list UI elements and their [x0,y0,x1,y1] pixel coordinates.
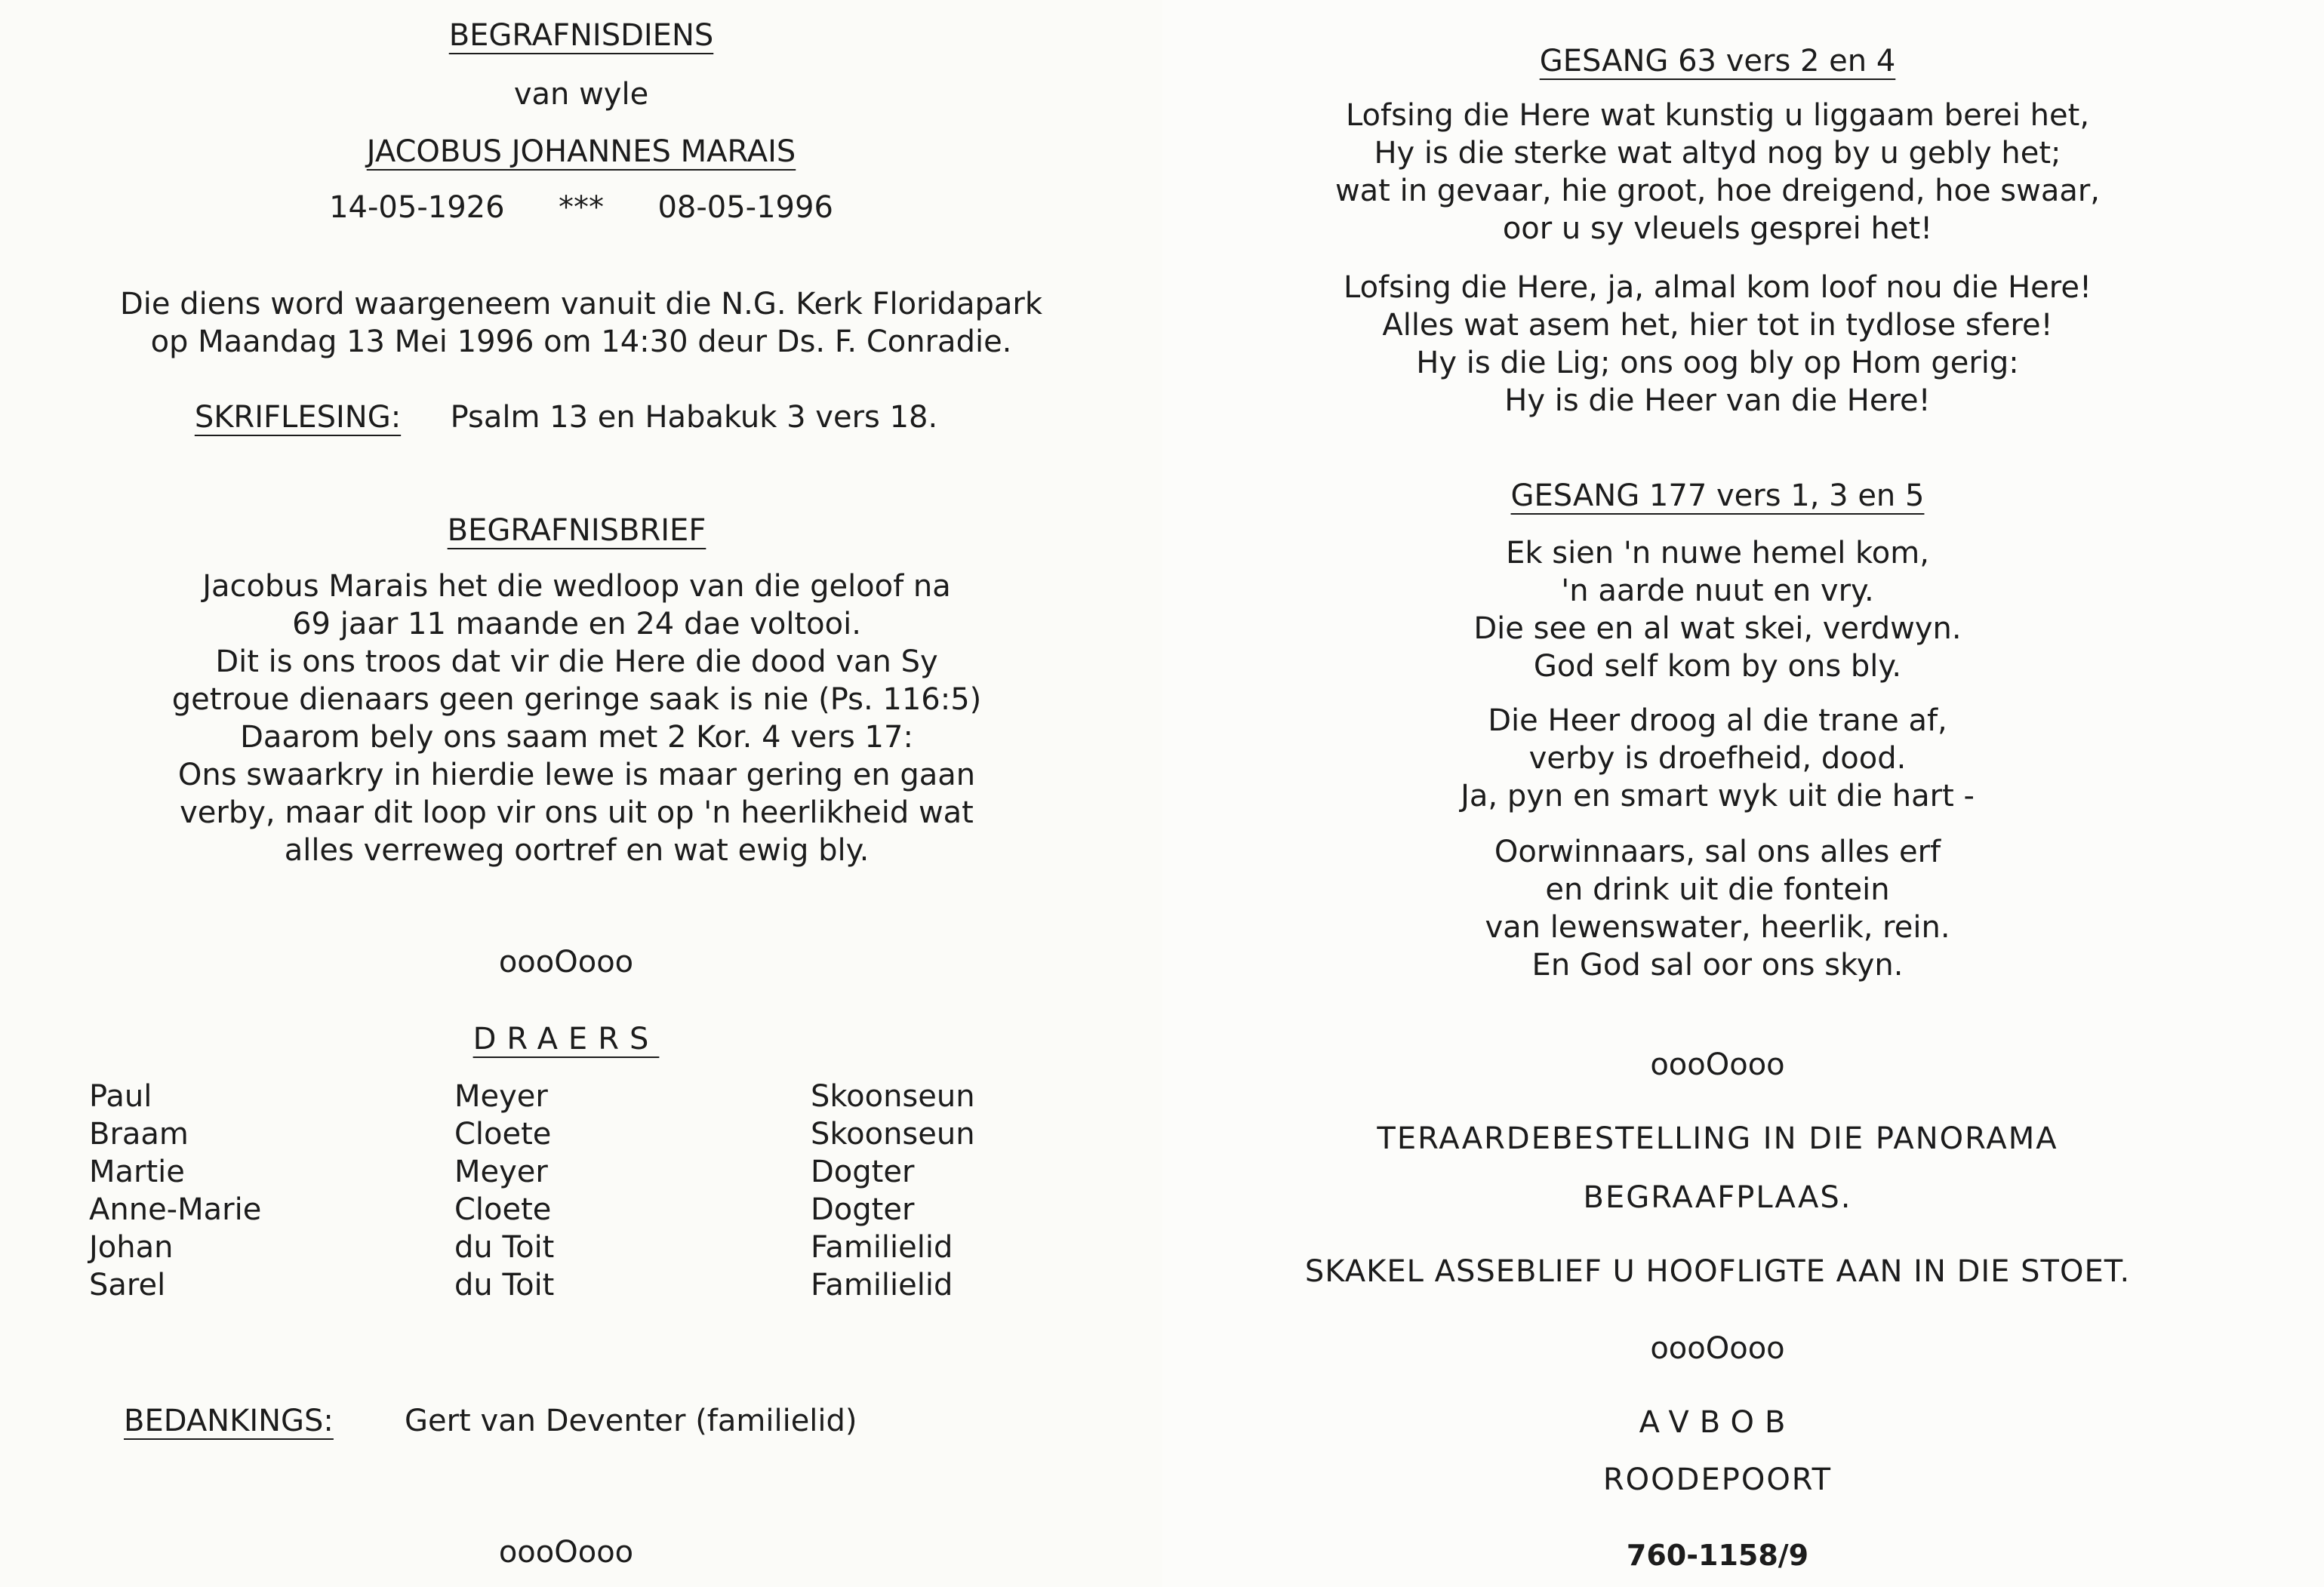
hymn-line: Lofsing die Here wat kunstig u liggaam berei het, [1345,98,2090,133]
headlights-notice: SKAKEL ASSEBLIEF U HOOFLIGTE AAN IN DIE STOET. [1304,1254,2131,1289]
hymn-63-stanza [1137,97,2298,248]
letter-line: alles verreweg oortref en wat ewig bly. [284,833,870,868]
letter-line: Ons swaarkry in hierdie lewe is maar gering en gaan [177,758,976,792]
hymn-line: Oorwinnaars, sal ons alles erf [1494,835,1941,869]
bearer-last-name: Meyer [454,1079,548,1114]
deceased-name: JACOBUS JOHANNES MARAIS [366,134,796,169]
bearer-relation: Skoonseun [811,1079,975,1114]
bearer-first-name: Braam [89,1117,189,1152]
hymn-177-title: GESANG 177 vers 1, 3 en 5 [1510,478,1925,513]
burial-notice-line: TERAARDEBESTELLING IN DIE PANORAMA [1377,1121,2058,1156]
hymn-line: Alles wat asem het, hier tot in tydlose sfere! [1382,308,2053,343]
hymn-line: verby is droefheid, dood. [1528,741,1907,776]
bearer-first-name: Sarel [89,1268,166,1303]
right-page [1162,0,2324,1587]
bearer-last-name: du Toit [454,1268,555,1303]
hymn-line: oor u sy vleuels gesprei het! [1502,211,1933,246]
bearer-last-name: du Toit [454,1230,555,1265]
bearer-relation: Familielid [811,1230,953,1265]
date-separator: *** [559,190,604,225]
hymn-177-stanza [1137,833,2298,984]
hymn-line: en drink uit die fontein [1545,872,1890,907]
death-date: 08-05-1996 [657,190,833,225]
hymn-line: van lewenswater, heerlik, rein. [1485,910,1950,945]
hymn-line: wat in gevaar, hie groot, hoe dreigend, hoe swaar, [1334,174,2101,208]
service-line: Die diens word waargeneem vanuit die N.G. Kerk Floridapark [119,287,1043,321]
letter-line: verby, maar dit loop vir ons uit op 'n heerlikheid wat [180,795,974,830]
divider-ornament: oooOooo [1650,1047,1785,1082]
hymn-line: Lofsing die Here, ja, almal kom loof nou die Here! [1343,270,2092,305]
company-town: ROODEPOORT [1602,1462,1833,1497]
life-dates [0,189,1162,226]
letter-line: Daarom bely ons saam met 2 Kor. 4 vers 17: [240,720,913,755]
bearer-first-name: Martie [89,1155,185,1189]
letter-line: getroue dienaars geen geringe saak is nie (Ps. 116:5) [171,682,982,717]
bearer-relation: Dogter [811,1155,915,1189]
hymn-177-stanza [1137,702,2298,815]
thanks-label: BEDANKINGS: [124,1404,334,1438]
hymn-63-stanza [1137,269,2298,420]
funeral-letter-title: BEGRAFNISBRIEF [447,513,706,548]
hymn-177-stanza [1137,534,2298,685]
hymn-line: Die Heer droog al die trane af, [1488,703,1947,738]
divider-ornament: oooOooo [498,1535,634,1570]
hymn-line: Ja, pyn en smart wyk uit die hart - [1461,779,1975,813]
hymn-line: Hy is die Heer van die Here! [1504,383,1931,418]
service-details [0,285,1162,361]
thanks-text: Gert van Deventer (familielid) [405,1404,857,1438]
hymn-63-title: GESANG 63 vers 2 en 4 [1539,44,1896,78]
bearer-first-name: Paul [89,1079,152,1114]
hymn-line: Hy is die Lig; ons oog bly op Hom gerig: [1416,346,2019,380]
burial-notice-line: BEGRAAFPLAAS. [1583,1180,1852,1215]
bearer-relation: Skoonseun [811,1117,975,1152]
service-line: op Maandag 13 Mei 1996 om 14:30 deur Ds. F. Conradie. [150,324,1012,359]
funeral-company: AVBOB [1639,1405,1796,1440]
bearer-first-name: Johan [89,1230,174,1265]
letter-line: 69 jaar 11 maande en 24 dae voltooi. [292,607,861,641]
hymn-line: Die see en al wat skei, verdwyn. [1473,611,1962,646]
hymn-line: 'n aarde nuut en vry. [1561,574,1874,608]
hymn-line: God self kom by ons bly. [1533,649,1902,684]
bearer-relation: Dogter [811,1192,915,1227]
hymn-line: Hy is die sterke wat altyd nog by u gebly het; [1374,136,2061,171]
divider-ornament: oooOooo [1650,1331,1785,1366]
divider-ornament: oooOooo [498,945,634,980]
scripture-label: SKRIFLESING: [194,400,402,435]
bearers-title: DRAERS [472,1022,660,1056]
letter-line: Dit is ons troos dat vir die Here die dood van Sy [215,644,938,679]
reference-number: 760-1158/9 [1626,1539,1809,1572]
birth-date: 14-05-1926 [329,190,505,225]
bearer-last-name: Cloete [454,1117,552,1152]
van-wyle-text: van wyle [513,77,649,112]
bearer-relation: Familielid [811,1268,953,1303]
letter-line: Jacobus Marais het die wedloop van die geloof na [202,569,951,604]
bearer-first-name: Anne-Marie [89,1192,262,1227]
hymn-line: Ek sien 'n nuwe hemel kom, [1506,536,1929,571]
bearer-last-name: Meyer [454,1155,548,1189]
service-title: BEGRAFNISDIENS [448,18,714,53]
scripture-text: Psalm 13 en Habakuk 3 vers 18. [450,400,938,435]
hymn-line: En God sal oor ons skyn. [1531,948,1904,983]
bearer-last-name: Cloete [454,1192,552,1227]
scripture-reading [0,398,1147,436]
funeral-letter-body [0,567,1158,869]
